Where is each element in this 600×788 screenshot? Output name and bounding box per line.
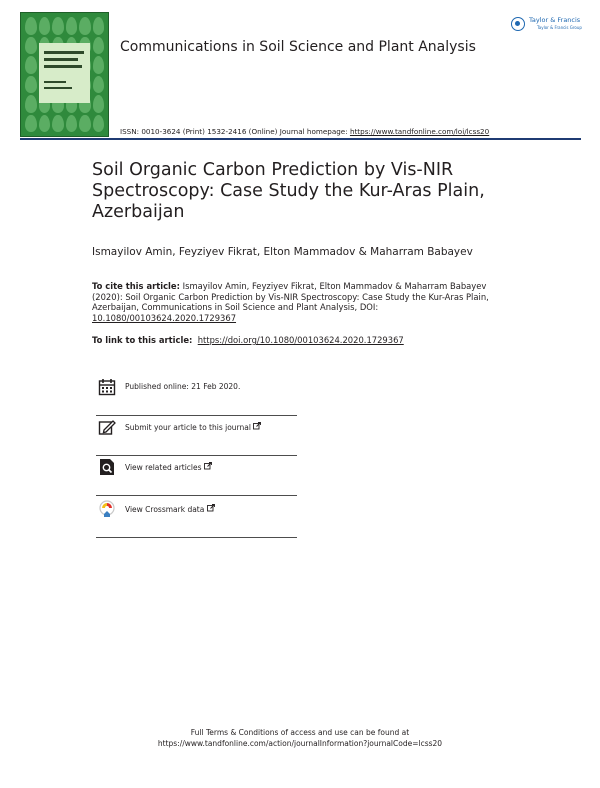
- footer-terms-text: Full Terms & Conditions of access and use can be found at: [190, 728, 410, 737]
- published-date-text: Published online: 21 Feb 2020.: [125, 382, 241, 391]
- published-online-row: [96, 376, 297, 416]
- submit-article-row[interactable]: [96, 416, 297, 456]
- cover-leaf-shape: [93, 76, 105, 94]
- citation-text: Ismayilov Amin, Feyziyev Fikrat, Elton Mammadov & Maharram Babayev (2020): Soil Organic Carbon Prediction by Vis-NIR Spectroscopy: Case Study the Kur-Aras Plain, Azerbaijan, Communications in Soil Science and Plant Analysis, DOI:: [92, 281, 489, 313]
- link-label: To link to this article:: [92, 335, 193, 345]
- cover-leaf-shape: [66, 115, 78, 133]
- document-search-icon: [98, 458, 116, 476]
- article-title: Soil Organic Carbon Prediction by Vis-NIR Spectroscopy: Case Study the Kur-Aras Plain, Azerbaijan: [92, 160, 485, 222]
- cover-leaf-shape: [79, 17, 91, 35]
- row-divider: [96, 537, 297, 539]
- cover-leaf-shape: [39, 17, 51, 35]
- calendar-icon: [98, 378, 116, 396]
- edit-pencil-icon: [98, 418, 116, 436]
- publisher-logo: [511, 16, 586, 34]
- crossmark-icon: [98, 500, 116, 518]
- cover-leaf-shape: [66, 17, 78, 35]
- cover-leaf-shape: [93, 37, 105, 55]
- publisher-logo-name: Taylor & Francis: [529, 16, 581, 24]
- crossmark-link[interactable]: View Crossmark data: [125, 504, 215, 514]
- header-divider: [20, 138, 581, 140]
- cover-leaf-shape: [39, 115, 51, 133]
- cover-leaf-shape: [93, 56, 105, 74]
- cover-leaf-shape: [93, 115, 105, 133]
- taylor-francis-logo-icon: [511, 17, 525, 31]
- footer-terms-url[interactable]: https://www.tandfonline.com/action/journalInformation?journalCode=lcss20: [157, 739, 443, 748]
- doi-link[interactable]: 10.1080/00103624.2020.1729367: [92, 312, 237, 323]
- journal-homepage-link[interactable]: https://www.tandfonline.com/loi/lcss20: [349, 127, 490, 136]
- related-articles-row[interactable]: [96, 456, 297, 496]
- cover-leaf-shape: [93, 95, 105, 113]
- cover-leaf-shape: [25, 115, 37, 133]
- journal-cover-image: [20, 12, 109, 137]
- journal-title: Communications in Soil Science and Plant Analysis: [120, 39, 476, 55]
- article-link-block: [92, 335, 404, 345]
- citation-label: To cite this article:: [92, 281, 180, 291]
- cover-leaf-shape: [25, 95, 37, 113]
- cover-leaf-shape: [79, 115, 91, 133]
- issn-line: [120, 127, 489, 136]
- submit-article-link[interactable]: Submit your article to this journal: [125, 422, 261, 432]
- crossmark-row[interactable]: [96, 498, 297, 538]
- article-doi-url[interactable]: https://doi.org/10.1080/00103624.2020.1729367: [197, 335, 404, 345]
- article-authors: Ismayilov Amin, Feyziyev Fikrat, Elton Mammadov & Maharram Babayev: [92, 246, 473, 258]
- cover-title-panel: [39, 43, 90, 103]
- cover-leaf-shape: [25, 37, 37, 55]
- row-divider: [96, 495, 297, 497]
- external-link-icon: [253, 422, 261, 430]
- citation-block: [92, 281, 512, 323]
- publisher-logo-sub: Taylor & Francis Group: [537, 25, 582, 30]
- cover-leaf-shape: [93, 17, 105, 35]
- cover-leaf-shape: [52, 17, 64, 35]
- cover-leaf-shape: [25, 56, 37, 74]
- cover-leaf-shape: [25, 17, 37, 35]
- footer: [0, 727, 600, 749]
- related-articles-link[interactable]: View related articles: [125, 462, 212, 472]
- external-link-icon: [207, 504, 215, 512]
- external-link-icon: [204, 462, 212, 470]
- cover-leaf-shape: [25, 76, 37, 94]
- cover-leaf-shape: [52, 115, 64, 133]
- issn-text: ISSN: 0010-3624 (Print) 1532-2416 (Online) Journal homepage:: [120, 127, 350, 136]
